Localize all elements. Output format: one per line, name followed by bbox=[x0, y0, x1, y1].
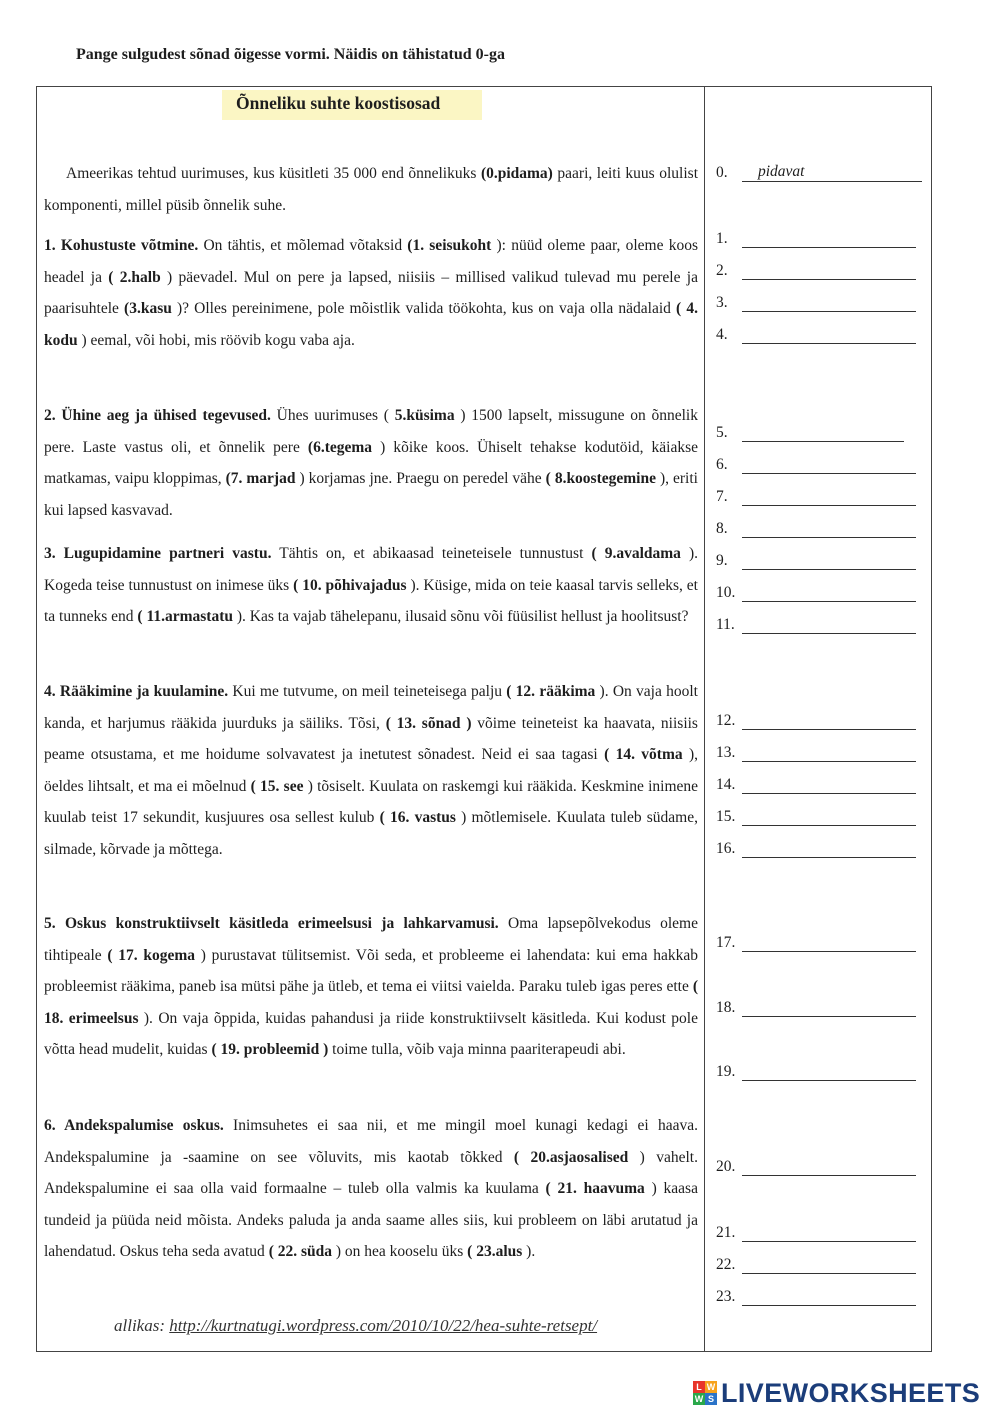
answer-blank-19[interactable]: 19. bbox=[716, 1059, 916, 1081]
answer-blank-14[interactable]: 14. bbox=[716, 772, 916, 794]
answer-blank-2[interactable]: 2. bbox=[716, 258, 916, 280]
answer-blank-22[interactable]: 22. bbox=[716, 1252, 916, 1274]
section-heading: 1. Kohustuste võtmine. bbox=[44, 237, 199, 254]
section-4-paragraph: 4. Rääkimine ja kuulamine. Kui me tutvume, on meil teineteisega palju ( 12. rääkima ). On vaja hoolt kanda, et harjumus rääkida juurduks ja säiliks. Tõsi, ( 13. sõnad ) võime teineteist ka haavata, niisiis peame otsustama, et me hoidume solvavatest ja inetutest sõnadest. Neid ei saa tagasi ( 14. võtma ), öeldes lihtsalt, et ma ei mõelnud ( 15. see ) tõsiselt. Kuulata on raskemgi kui rääkida. Keskmine inimene kuulab teist 17 sekundit, kusjuures osa sellest kulub ( 16. vastus ) mõtlemisele. Kuulata tuleb südame, silmade, kõrvade ja mõttega. bbox=[44, 683, 699, 858]
section-1-paragraph: 1. Kohustuste võtmine. On tähtis, et mõlemad võtaksid (1. seisukoht ): nüüd oleme paar, oleme koos headel ja ( 2.halb ) päevadel. Mul on pere ja lapsed, niisiis – millised valikud tulevad mu perele ja paarisuhtele (3.kasu )? Olles pereinimene, pole mõistlik valida töökohta, kus on vaja olla nädalaid ( 4. kodu ) eemal, või hobi, mis röövib kogu vaba aja. bbox=[44, 237, 698, 349]
answer-example-value: pidavat bbox=[758, 163, 805, 180]
text-title: Õnneliku suhte koostisosad bbox=[222, 90, 482, 120]
answer-column-divider bbox=[704, 86, 705, 1352]
source-label: allikas: bbox=[114, 1316, 165, 1335]
answer-blank-8[interactable]: 8. bbox=[716, 516, 916, 538]
answer-blank-5[interactable]: 5. bbox=[716, 420, 904, 442]
answer-blank-6[interactable]: 6. bbox=[716, 452, 916, 474]
section-heading: 5. Oskus konstruktiivselt käsitleda erimeelsusi ja lahkarvamusi. bbox=[44, 915, 499, 932]
answer-blank-16[interactable]: 16. bbox=[716, 836, 916, 858]
section-5-paragraph: 5. Oskus konstruktiivselt käsitleda erimeelsusi ja lahkarvamusi. Oma lapsepõlvekodus oleme tihtipeale ( 17. kogema ) purustavat tülitsemist. Või seda, et probleeme ei lahendata: kui ema hakkab probleemist rääkima, paneb isa mütsi pähe ja ütleb, et tema ei viitsi vaielda. Paraku tuleb igas peres ette ( 18. erimeelsus ). On vaja õppida, kuidas pahandusi ja riide konstruktiivselt käsitleda. Kui kodust pole võtta head mudelit, kuidas ( 19. probleemid ) toime tulla, võib vaja minna paariterapeudi abi. bbox=[44, 915, 698, 1059]
section-2-paragraph: 2. Ühine aeg ja ühised tegevused. Ühes uurimuses ( 5.küsima ) 1500 lapselt, missugune on õnnelik pere. Laste vastus oli, et õnnelik pere (6.tegema ) kõike koos. Ühiselt tehakse kodutöid, käiakse matkamas, vaipu kloppimas, (7. marjad ) korjamas jne. Praegu on peredel vähe ( 8.koostegemine ), eriti kui lapsed kasvavad. bbox=[44, 407, 698, 519]
intro-paragraph: Ameerikas tehtud uurimuses, kus küsitleti 35 000 end õnnelikuks (0.pidama) paari, leiti kuus olulist komponenti, millel püsib õnnelik suhe. bbox=[44, 165, 699, 214]
section-heading: 6. Andekspalumise oskus. bbox=[44, 1117, 224, 1134]
liveworksheets-logo bbox=[693, 1377, 980, 1409]
answer-blank-13[interactable]: 13. bbox=[716, 740, 916, 762]
answer-blank-0[interactable]: 0. pidavat bbox=[716, 160, 922, 182]
section-heading: 4. Rääkimine ja kuulamine. bbox=[44, 683, 229, 700]
section-heading: 2. Ühine aeg ja ühised tegevused. bbox=[44, 407, 271, 424]
instruction: Pange sulgudest sõnad õigesse vormi. Näidis on tähistatud 0-ga bbox=[76, 46, 505, 63]
answer-blank-10[interactable]: 10. bbox=[716, 580, 916, 602]
answer-blank-21[interactable]: 21. bbox=[716, 1220, 916, 1242]
answer-blank-23[interactable]: 23. bbox=[716, 1284, 916, 1306]
answer-blank-15[interactable]: 15. bbox=[716, 804, 916, 826]
answer-blank-11[interactable]: 11. bbox=[716, 612, 916, 634]
logo-icon: L W W S bbox=[694, 1382, 716, 1404]
answer-blank-18[interactable]: 18. bbox=[716, 995, 916, 1017]
section-3-paragraph: 3. Lugupidamine partneri vastu. Tähtis on, et abikaasad teineteisele tunnustust ( 9.avaldama ). Kogeda teise tunnustust on inimese üks ( 10. põhivajadus ). Küsige, mida on teie kaasal tarvis selleks, et ta tunneks end ( 11.armastatu ). Kas ta vajab tähelepanu, ilusaid sõnu või füüsilist hellust ja hoolitsust? bbox=[44, 545, 699, 626]
answer-blank-9[interactable]: 9. bbox=[716, 548, 916, 570]
source-citation bbox=[114, 1316, 597, 1336]
answer-blank-20[interactable]: 20. bbox=[716, 1154, 916, 1176]
source-link[interactable]: http://kurtnatugi.wordpress.com/2010/10/22/hea-suhte-retsept/ bbox=[169, 1316, 598, 1335]
answer-blank-7[interactable]: 7. bbox=[716, 484, 916, 506]
answer-blank-1[interactable]: 1. bbox=[716, 226, 916, 248]
logo-wordmark: LIVEWORKSHEETS bbox=[721, 1377, 981, 1408]
section-6-paragraph: 6. Andekspalumise oskus. Inimsuhetes ei saa nii, et me mingil moel kunagi kedagi ei haava. Andekspalumine ja -saamine on see võluvits, mis kaotab tõkked ( 20.asjaosalised ) vahelt. Andekspalumine ei saa olla vaid formaalne – tuleb olla valmis ka kuulama ( 21. haavuma ) kaasa tundeid ja püüda neid mõista. Andeks paluda ja anda saame alles siis, kui probleem on läbi arutatud ja lahendatud. Oskus teha seda avatud ( 22. süda ) on hea kooselu üks ( 23.alus ). bbox=[44, 1117, 698, 1261]
answer-blank-12[interactable]: 12. bbox=[716, 708, 916, 730]
answer-blank-3[interactable]: 3. bbox=[716, 290, 916, 312]
answer-blank-4[interactable]: 4. bbox=[716, 322, 916, 344]
section-heading: 3. Lugupidamine partneri vastu. bbox=[44, 545, 272, 562]
answer-blank-17[interactable]: 17. bbox=[716, 930, 916, 952]
